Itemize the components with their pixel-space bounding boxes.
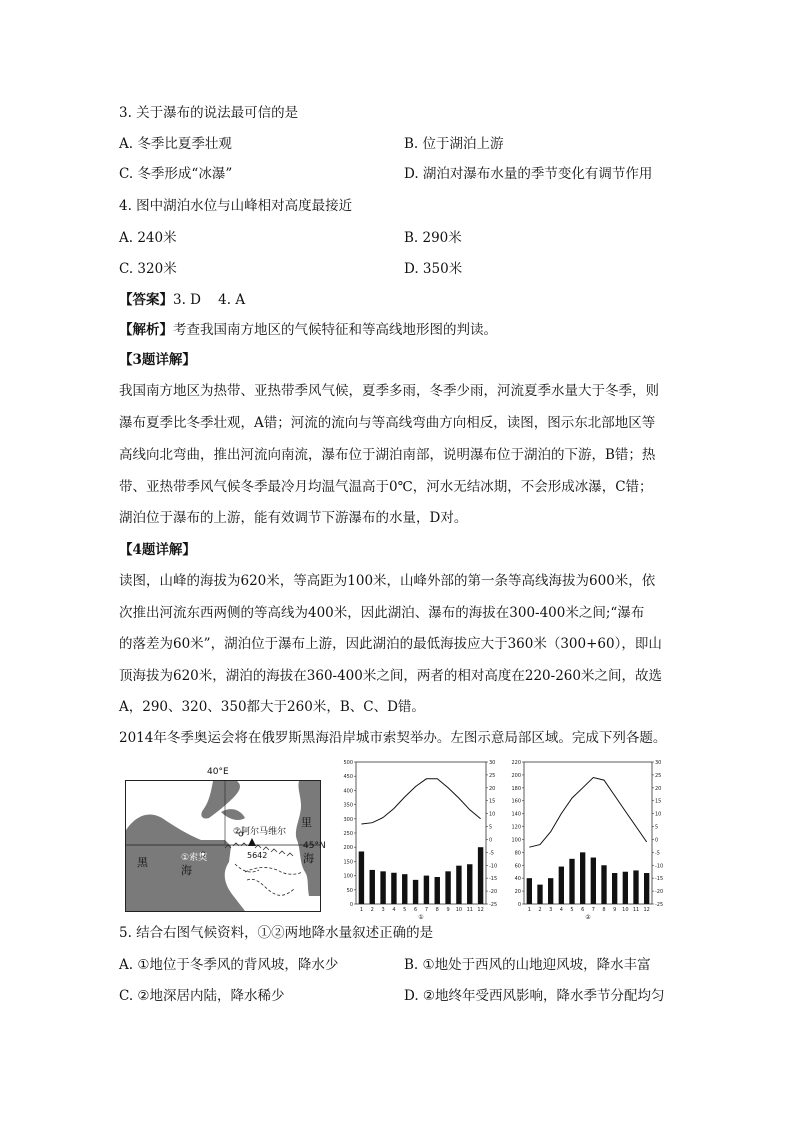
month-label: 6 — [413, 907, 418, 913]
left-tick-label: 50 — [346, 887, 353, 894]
precip-bar — [370, 870, 375, 904]
precip-bar — [537, 885, 542, 904]
left-tick-label: 400 — [343, 788, 353, 795]
month-label: 5 — [570, 907, 574, 913]
month-label: 3 — [549, 907, 553, 913]
peak-label: 5642 — [247, 851, 268, 860]
q3-stem: 3. 关于瀑布的说法最可信的是 — [119, 105, 299, 121]
precip-bar — [359, 851, 364, 904]
month-label: 5 — [403, 907, 407, 913]
right-tick-label: 0 — [489, 837, 493, 844]
answer — [119, 290, 245, 310]
month-label: 9 — [613, 907, 617, 913]
q3-detail-line: 我国南方地区为热带、亚热带季风气候，夏季多雨，冬季少雨，河流夏季水量大于冬季，则 — [119, 383, 659, 399]
left-tick-label: 140 — [511, 811, 521, 818]
q5-option-a: A. ①地位于冬季风的背风坡，降水少 — [119, 957, 339, 973]
precip-bar — [435, 877, 440, 904]
month-label: 9 — [446, 907, 450, 913]
left-tick-label: 0 — [517, 902, 521, 908]
lon-label: 40°E — [207, 767, 229, 777]
left-tick-label: 40 — [514, 876, 521, 883]
answer-text: 3. D 4. A — [173, 292, 246, 308]
q3-detail-line: 带、亚热带季风气候冬季最冷月均温气温高于0℃，河水无结冰期，不会形成冰瀑，C错； — [119, 479, 653, 495]
precip-bar — [402, 874, 407, 904]
month-label: 10 — [455, 907, 463, 913]
answer-label: 【答案】 — [119, 292, 173, 308]
chart-label: ① — [418, 914, 424, 921]
month-label: 12 — [477, 907, 484, 913]
chart-label: ② — [585, 914, 591, 921]
month-label: 12 — [643, 907, 650, 913]
q4-option-c: C. 320米 — [119, 261, 177, 277]
q4-detail-line: 次推出河流东西两侧的等高线为400米，因此湖泊、瀑布的海拔在300-400米之间;“瀑布 — [119, 605, 645, 621]
city-2-label: ②阿尔马维尔 — [233, 827, 287, 837]
right-tick-label: 0 — [655, 837, 659, 844]
precip-bar — [467, 864, 472, 904]
right-tick-label: 15 — [489, 798, 496, 805]
left-tick-label: 20 — [514, 889, 521, 896]
intro-text: 2014年冬季奥运会将在俄罗斯黑海沿岸城市索契举办。左图示意局部区域。完成下列各题。 — [119, 730, 667, 746]
q5-option-c: C. ②地深居内陆，降水稀少 — [119, 988, 285, 1004]
left-tick-label: 100 — [511, 837, 521, 844]
right-tick-label: -20 — [655, 889, 664, 896]
month-label: 8 — [602, 907, 606, 913]
right-tick-label: 30 — [655, 760, 662, 766]
left-tick-label: 220 — [511, 760, 521, 766]
q3-option-c: C. 冬季形成“冰瀑” — [119, 166, 233, 182]
precip-bar — [478, 847, 483, 904]
month-label: 7 — [424, 907, 429, 913]
precip-bar — [559, 867, 564, 904]
right-tick-label: 20 — [655, 785, 662, 792]
right-tick-label: 25 — [489, 772, 496, 779]
month-label: 1 — [359, 907, 364, 913]
month-label: 2 — [370, 907, 374, 913]
q4-detail-label: 【4题详解】 — [119, 542, 196, 558]
climate-chart-2 — [510, 756, 670, 928]
q3-detail-label: 【3题详解】 — [119, 352, 196, 368]
precip-bar — [413, 880, 418, 904]
precip-bar — [380, 871, 385, 904]
right-tick-label: 20 — [489, 785, 496, 792]
left-tick-label: 0 — [349, 902, 353, 908]
month-label: 4 — [559, 907, 563, 913]
month-label: 1 — [527, 907, 531, 913]
region-map — [125, 762, 326, 912]
month-label: 8 — [435, 907, 439, 913]
left-tick-label: 200 — [511, 772, 521, 779]
left-tick-label: 180 — [511, 785, 521, 792]
month-label: 3 — [381, 907, 385, 913]
left-tick-label: 450 — [343, 774, 353, 781]
left-tick-label: 500 — [343, 760, 353, 766]
right-tick-label: 10 — [489, 811, 496, 818]
month-label: 11 — [466, 907, 473, 913]
q4-option-b: B. 290米 — [404, 230, 462, 246]
right-tick-label: 5 — [655, 824, 659, 831]
climate-chart-1 — [336, 756, 508, 928]
right-tick-label: -15 — [655, 876, 664, 883]
analysis-text: 考查我国南方地区的气候特征和等高线地形图的判读。 — [173, 322, 497, 338]
right-tick-label: 30 — [489, 760, 496, 766]
left-tick-label: 60 — [514, 863, 521, 870]
left-tick-label: 200 — [343, 845, 353, 852]
q5-option-d: D. ②地终年受西风影响，降水季节分配均匀 — [404, 988, 665, 1004]
sea-label-2: 海 — [181, 864, 192, 877]
left-tick-label: 100 — [343, 873, 353, 880]
precip-bar — [569, 859, 574, 904]
q4-option-d: D. 350米 — [404, 261, 463, 277]
right-tick-label: 5 — [489, 824, 493, 831]
month-label: 11 — [632, 907, 640, 913]
left-tick-label: 250 — [343, 831, 353, 837]
precip-bar — [548, 878, 553, 904]
right-tick-label: 25 — [655, 772, 662, 779]
sea-label-1: 黑 — [137, 856, 148, 869]
sea-label-4: 海 — [303, 852, 314, 865]
month-label: 2 — [538, 907, 542, 913]
q5-option-b: B. ①地处于西风的山地迎风坡，降水丰富 — [404, 957, 651, 973]
right-tick-label: -25 — [655, 902, 664, 908]
month-label: 7 — [591, 907, 595, 913]
precip-bar — [633, 870, 638, 904]
precip-bar — [445, 871, 450, 904]
right-tick-label: -20 — [489, 889, 498, 896]
q3-option-a: A. 冬季比夏季壮观 — [119, 136, 232, 152]
left-tick-label: 120 — [511, 824, 521, 831]
q3-option-b: B. 位于湖泊上游 — [404, 136, 504, 152]
right-tick-label: -10 — [489, 863, 498, 870]
precip-bar — [644, 873, 649, 904]
analysis — [119, 320, 497, 340]
right-tick-label: -25 — [489, 902, 498, 908]
sea-label-3: 里 — [301, 816, 312, 829]
q3-detail-line: 高线向北弯曲，推出河流向南流，瀑布位于湖泊南部，说明瀑布位于湖泊的下游，B错；热 — [119, 447, 656, 463]
precip-bar — [424, 876, 429, 904]
q3-option-d: D. 湖泊对瀑布水量的季节变化有调节作用 — [404, 166, 653, 182]
month-label: 10 — [622, 907, 629, 913]
left-tick-label: 350 — [343, 802, 353, 809]
left-tick-label: 150 — [343, 859, 353, 866]
city-1-label: ①索契 — [181, 853, 208, 863]
right-tick-label: -5 — [489, 850, 494, 857]
temperature-line — [529, 778, 646, 848]
q3-detail-line: 湖泊位于瀑布的上游，能有效调节下游瀑布的水量，D对。 — [119, 510, 468, 526]
precip-bar — [612, 873, 617, 904]
q3-detail-line: 瀑布夏季比冬季壮观，A错；河流的流向与等高线弯曲方向相反，读图，图示东北部地区等 — [119, 415, 656, 431]
left-tick-label: 80 — [514, 850, 521, 857]
temperature-line — [361, 779, 480, 824]
month-label: 4 — [392, 907, 396, 913]
right-tick-label: -10 — [655, 863, 664, 870]
right-tick-label: -5 — [655, 850, 660, 857]
precip-bar — [580, 852, 585, 904]
right-tick-label: 15 — [655, 798, 662, 805]
precip-bar — [591, 858, 596, 904]
q4-detail-line: 顶海拔为620米，湖泊的海拔在360-400米之间，两者的相对高度在220-260米之间，故选 — [119, 668, 662, 684]
right-tick-label: 10 — [655, 811, 662, 818]
left-tick-label: 160 — [511, 798, 521, 805]
q5-stem: 5. 结合右图气候资料，①②两地降水量叙述正确的是 — [119, 925, 434, 941]
q4-detail-line: 的落差为60米”，湖泊位于瀑布上游，因此湖泊的最低海拔应大于360米（300+60），即山 — [119, 636, 662, 652]
q4-stem: 4. 图中湖泊水位与山峰相对高度最接近 — [119, 198, 353, 214]
q4-option-a: A. 240米 — [119, 230, 177, 246]
month-label: 6 — [581, 907, 585, 913]
left-tick-label: 300 — [343, 816, 353, 823]
precip-bar — [527, 878, 532, 904]
chart-frame — [356, 762, 486, 904]
analysis-label: 【解析】 — [119, 322, 173, 338]
precip-bar — [456, 866, 461, 904]
q4-detail-line: A，290、320、350都大于260米，B、C、D错。 — [119, 699, 425, 715]
lat-label: 45°N — [303, 841, 326, 851]
precip-bar — [623, 872, 628, 904]
right-tick-label: -15 — [489, 876, 498, 883]
precip-bar — [601, 865, 606, 904]
precip-bar — [391, 873, 396, 904]
q4-detail-line: 读图，山峰的海拔为620米，等高距为100米，山峰外部的第一条等高线海拔为600米，依 — [119, 573, 656, 589]
